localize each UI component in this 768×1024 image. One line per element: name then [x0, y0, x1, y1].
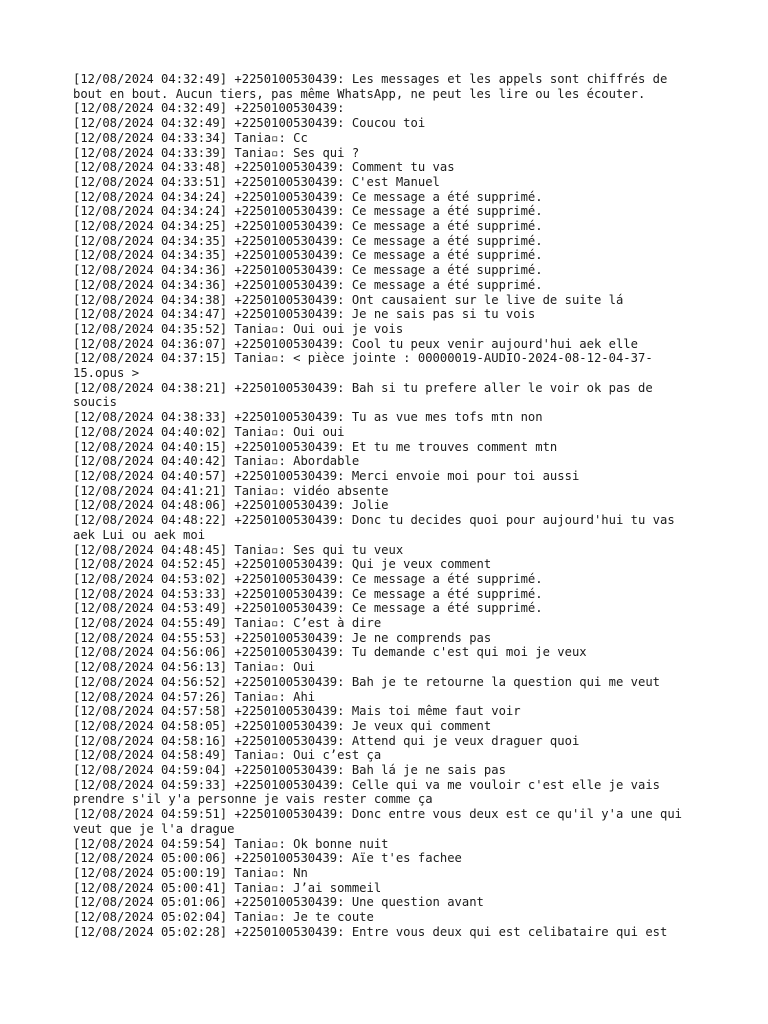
chat-line: [12/08/2024 04:55:53] +2250100530439: Je ne comprends pas [73, 630, 492, 645]
chat-line: [12/08/2024 04:53:49] +2250100530439: Ce message a été supprimé. [73, 601, 543, 616]
chat-line: [12/08/2024 05:00:19] Tania▫: Nn [73, 865, 308, 880]
chat-line: [12/08/2024 04:59:51] +2250100530439: Donc entre vous deux est ce qu'il y'a une qui veut que je l'a drague [73, 807, 690, 836]
chat-line: [12/08/2024 04:33:48] +2250100530439: Comment tu vas [73, 160, 455, 175]
chat-line: [12/08/2024 04:52:45] +2250100530439: Qui je veux comment [73, 557, 492, 572]
chat-line: [12/08/2024 04:55:49] Tania▫: C’est à dire [73, 616, 382, 631]
chat-line: [12/08/2024 04:59:33] +2250100530439: Celle qui va me vouloir c'est elle je vais prendre s'il y'a personne je vais rester comme ça [73, 777, 668, 807]
chat-line: [12/08/2024 04:35:52] Tania▫: Oui oui je vois [73, 321, 404, 336]
chat-line: [12/08/2024 04:48:22] +2250100530439: Donc tu decides quoi pour aujourd'hui tu vas aek Lui ou aek moi [73, 513, 683, 542]
chat-line: [12/08/2024 04:40:02] Tania▫: Oui oui [73, 424, 345, 439]
chat-line: [12/08/2024 04:40:57] +2250100530439: Merci envoie moi pour toi aussi [73, 468, 580, 483]
chat-line: [12/08/2024 04:57:58] +2250100530439: Mais toi même faut voir [73, 704, 521, 719]
chat-line: [12/08/2024 04:38:21] +2250100530439: Bah si tu prefere aller le voir ok pas de soucis [73, 380, 661, 410]
chat-line: [12/08/2024 04:53:02] +2250100530439: Ce message a été supprimé. [73, 571, 543, 586]
chat-line: [12/08/2024 05:02:04] Tania▫: Je te coute [73, 910, 374, 925]
chat-line: [12/08/2024 04:34:35] +2250100530439: Ce message a été supprimé. [73, 248, 543, 263]
chat-line: [12/08/2024 05:01:06] +2250100530439: Une question avant [73, 895, 484, 910]
chat-line: [12/08/2024 04:34:35] +2250100530439: Ce message a été supprimé. [73, 233, 543, 248]
chat-transcript [73, 72, 703, 939]
chat-line: [12/08/2024 05:02:28] +2250100530439: Entre vous deux qui est celibataire qui est [73, 924, 668, 939]
chat-line: [12/08/2024 04:32:49] +2250100530439: Les messages et les appels sont chiffrés de bout en bout. Aucun tiers, pas même WhatsApp, ne peut les lire ou les écouter. [73, 72, 675, 101]
chat-line: [12/08/2024 04:40:42] Tania▫: Abordable [73, 454, 360, 469]
chat-line: [12/08/2024 04:56:52] +2250100530439: Bah je te retourne la question qui me veut [73, 674, 660, 689]
chat-line: [12/08/2024 04:48:45] Tania▫: Ses qui tu veux [73, 542, 404, 557]
chat-line: [12/08/2024 04:34:24] +2250100530439: Ce message a été supprimé. [73, 204, 543, 219]
chat-line: [12/08/2024 04:58:49] Tania▫: Oui c’est ça [73, 748, 382, 763]
chat-line: [12/08/2024 04:57:26] Tania▫: Ahi [73, 689, 316, 704]
chat-line: [12/08/2024 04:59:54] Tania▫: Ok bonne nuit [73, 836, 389, 851]
chat-line: [12/08/2024 04:36:07] +2250100530439: Cool tu peux venir aujourd'hui aek elle [73, 336, 638, 351]
chat-line: [12/08/2024 04:34:24] +2250100530439: Ce message a été supprimé. [73, 189, 543, 204]
chat-line: [12/08/2024 04:32:49] +2250100530439: Coucou toi [73, 116, 426, 131]
chat-line: [12/08/2024 04:34:38] +2250100530439: Ont causaient sur le live de suite lá [73, 292, 624, 307]
chat-line: [12/08/2024 05:00:41] Tania▫: J’ai sommeil [73, 880, 382, 895]
chat-line: [12/08/2024 04:38:33] +2250100530439: Tu as vue mes tofs mtn non [73, 410, 543, 425]
chat-line: [12/08/2024 04:33:51] +2250100530439: C'est Manuel [73, 174, 440, 189]
chat-line: [12/08/2024 04:34:36] +2250100530439: Ce message a été supprimé. [73, 277, 543, 292]
chat-line: [12/08/2024 04:41:21] Tania▫: vidéo absente [73, 483, 389, 498]
chat-line: [12/08/2024 05:00:06] +2250100530439: Aïe t'es fachee [73, 851, 462, 866]
chat-line: [12/08/2024 04:58:16] +2250100530439: Attend qui je veux draguer quoi [73, 733, 580, 748]
chat-line: [12/08/2024 04:59:04] +2250100530439: Bah lá je ne sais pas [73, 763, 506, 778]
chat-line: [12/08/2024 04:56:06] +2250100530439: Tu demande c'est qui moi je veux [73, 645, 587, 660]
chat-line: [12/08/2024 04:33:34] Tania▫: Cc [73, 130, 308, 145]
chat-line: [12/08/2024 04:34:36] +2250100530439: Ce message a été supprimé. [73, 263, 543, 278]
chat-line: [12/08/2024 04:34:47] +2250100530439: Je ne sais pas si tu vois [73, 307, 536, 322]
chat-line: [12/08/2024 04:40:15] +2250100530439: Et tu me trouves comment mtn [73, 439, 558, 454]
chat-line: [12/08/2024 04:48:06] +2250100530439: Jolie [73, 498, 389, 513]
chat-line: [12/08/2024 04:33:39] Tania▫: Ses qui ? [73, 145, 360, 160]
chat-line: [12/08/2024 04:34:25] +2250100530439: Ce message a été supprimé. [73, 219, 543, 234]
chat-line: [12/08/2024 04:32:49] +2250100530439: [73, 101, 345, 116]
chat-line: [12/08/2024 04:56:13] Tania▫: Oui [73, 660, 316, 675]
chat-line: [12/08/2024 04:53:33] +2250100530439: Ce message a été supprimé. [73, 586, 543, 601]
chat-line: [12/08/2024 04:58:05] +2250100530439: Je veux qui comment [73, 718, 492, 733]
chat-line: [12/08/2024 04:37:15] Tania▫: < pièce jointe : 00000019-AUDIO-2024-08-12-04-37-15.opus > [73, 351, 653, 381]
